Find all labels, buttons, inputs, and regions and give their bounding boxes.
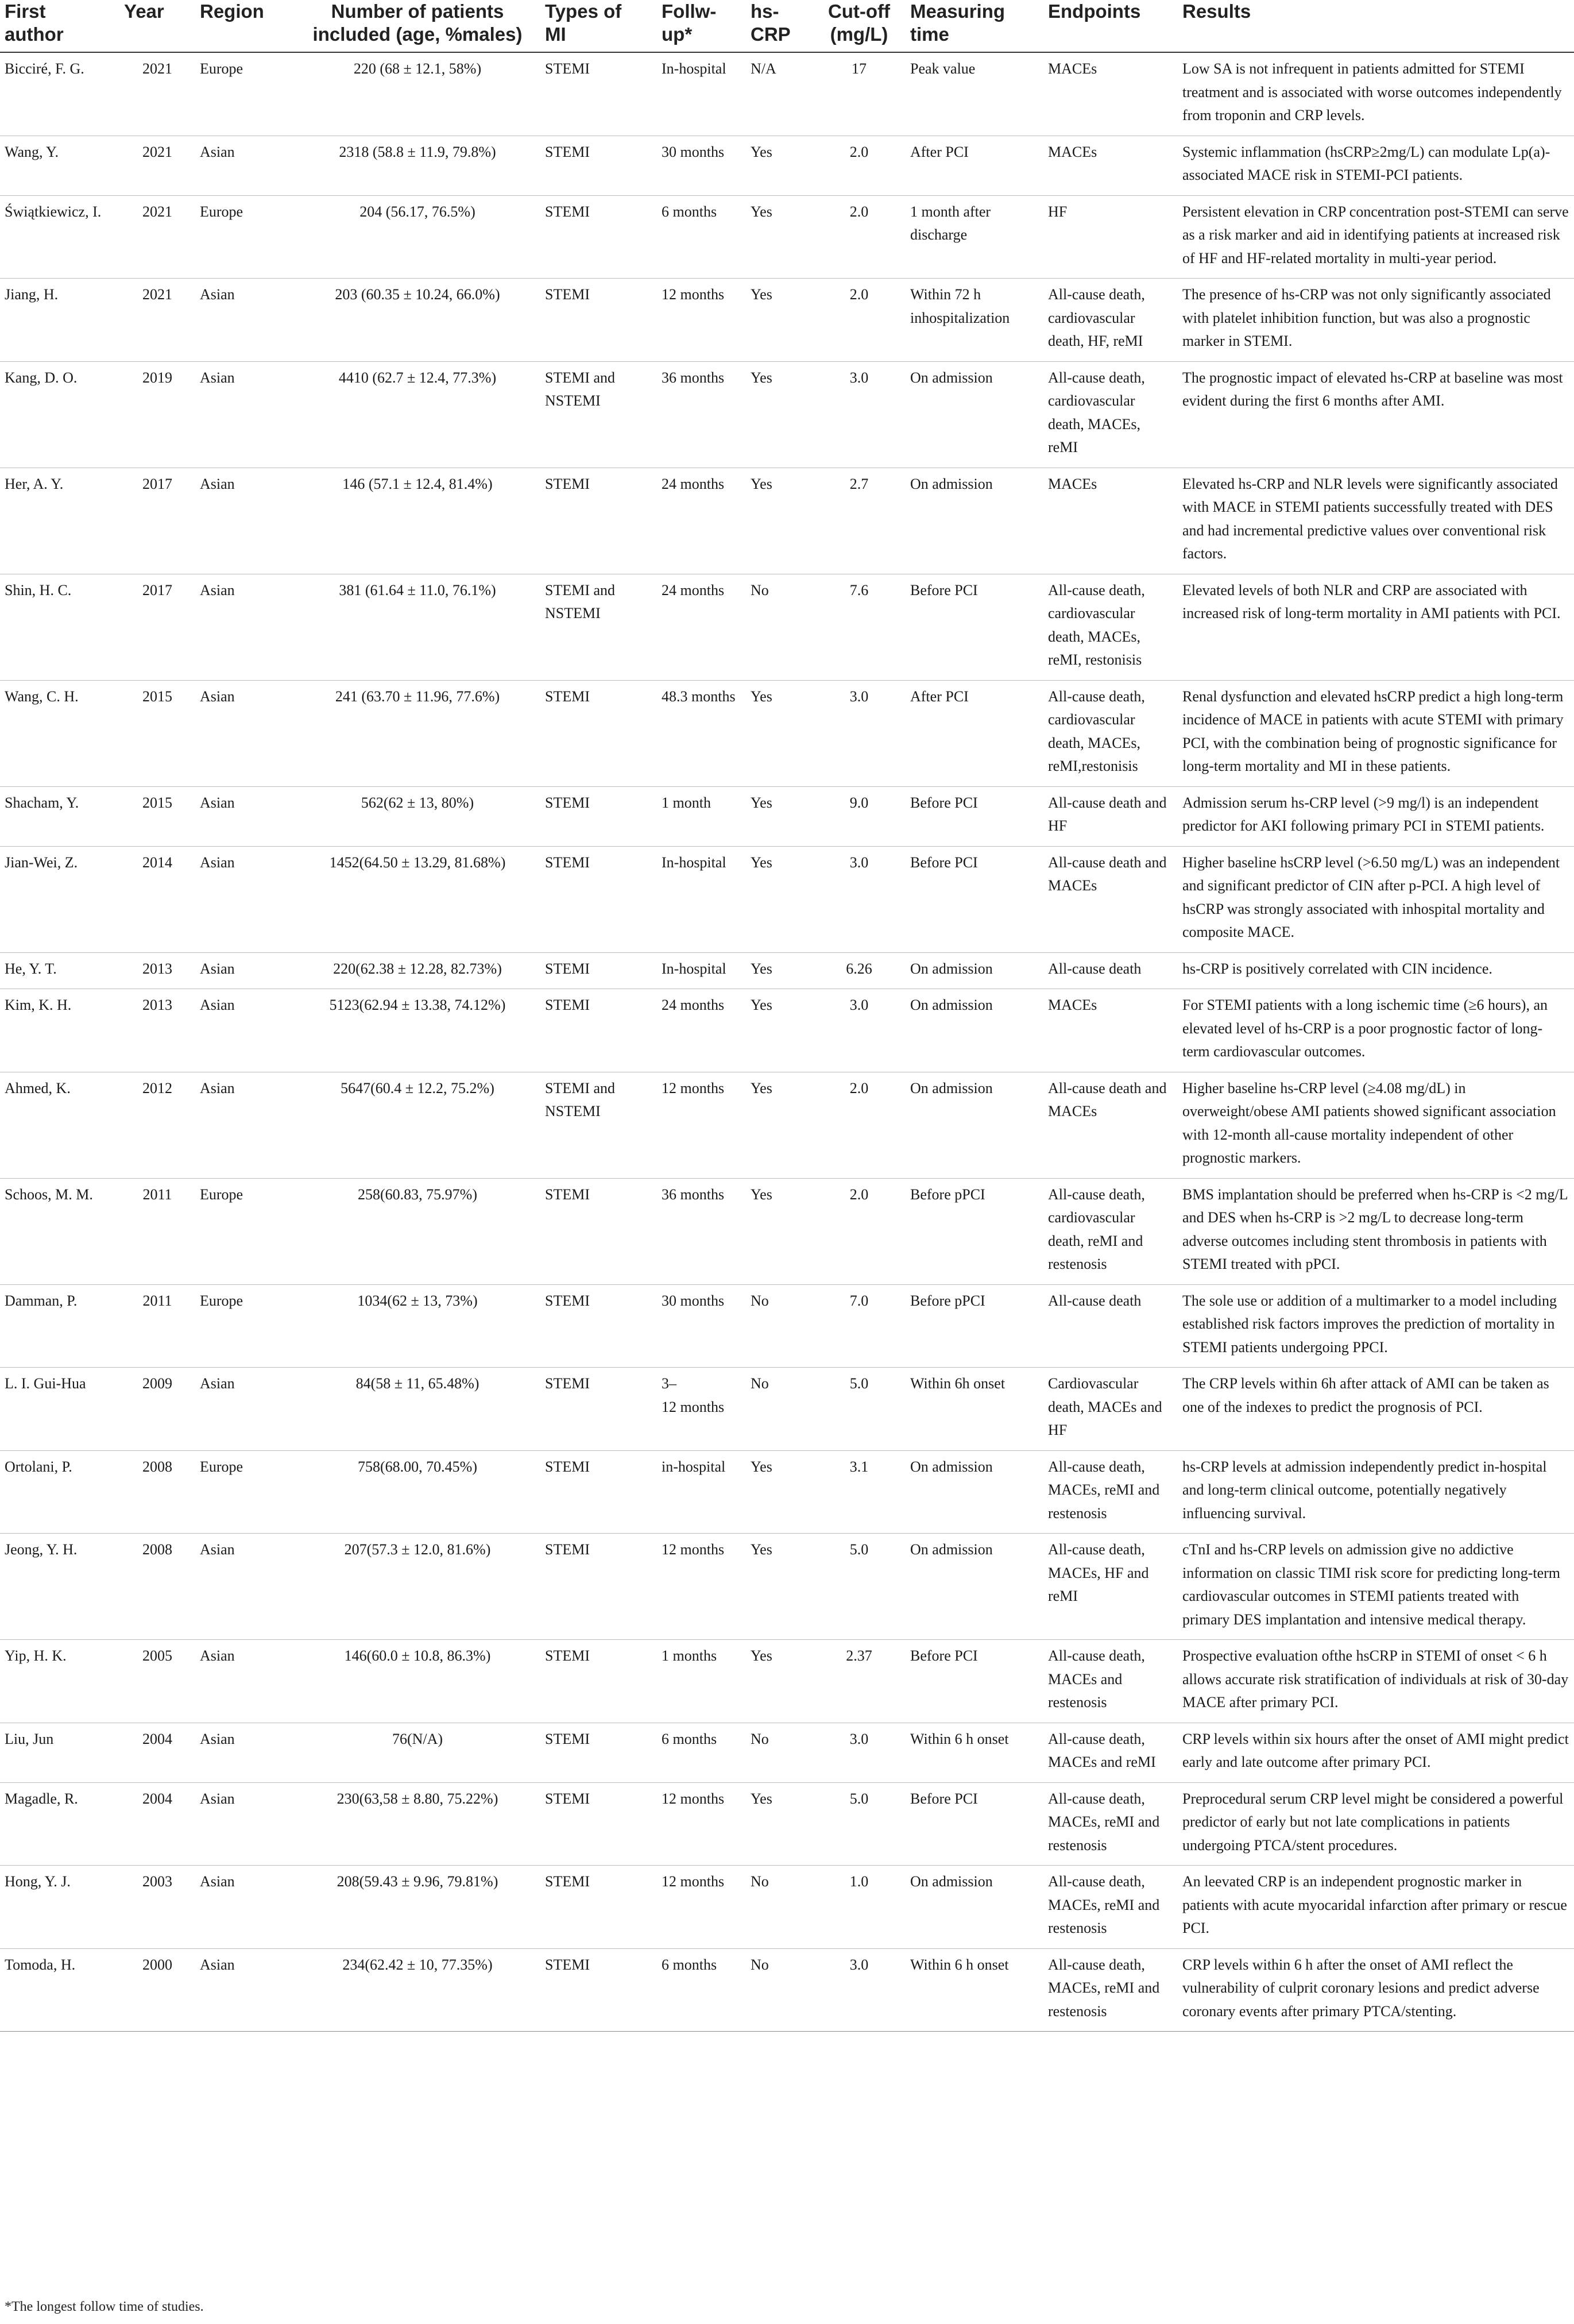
cell-cutoff: 3.0	[813, 1723, 906, 1782]
cell-first-author: Ortolani, P.	[0, 1450, 119, 1534]
cell-hs-crp: No	[746, 1723, 813, 1782]
cell-year: 2000	[119, 1948, 195, 2032]
cell-region: Asian	[195, 846, 295, 952]
cell-first-author: Schoos, M. M.	[0, 1178, 119, 1284]
cell-year: 2021	[119, 279, 195, 362]
cell-hs-crp: Yes	[746, 195, 813, 279]
cell-patients: 241 (63.70 ± 11.96, 77.6%)	[295, 680, 540, 786]
cell-year: 2019	[119, 361, 195, 468]
table-row	[0, 1948, 1574, 2032]
cell-measuring-time: On admission	[906, 1072, 1043, 1178]
cell-cutoff: 7.0	[813, 1284, 906, 1368]
cell-cutoff: 3.0	[813, 361, 906, 468]
cell-patients: 146 (57.1 ± 12.4, 81.4%)	[295, 468, 540, 574]
cell-cutoff: 5.0	[813, 1368, 906, 1451]
cell-endpoints: All-cause death, cardiovascular death, MACEs, reMI,restonisis	[1043, 680, 1178, 786]
cell-results: Elevated hs-CRP and NLR levels were significantly associated with MACE in STEMI patients successfully treated with DES and had incremental predictive values over conventional risk factors.	[1178, 468, 1574, 574]
cell-measuring-time: Before pPCI	[906, 1178, 1043, 1284]
cell-cutoff: 17	[813, 52, 906, 136]
cell-hs-crp: Yes	[746, 361, 813, 468]
cell-region: Asian	[195, 989, 295, 1072]
cell-results: The presence of hs-CRP was not only significantly associated with platelet inhibition function, but was also a prognostic marker in STEMI.	[1178, 279, 1574, 362]
cell-mi-type: STEMI	[540, 846, 657, 952]
cell-measuring-time: On admission	[906, 1450, 1043, 1534]
cell-region: Asian	[195, 1866, 295, 1949]
cell-mi-type: STEMI	[540, 1948, 657, 2032]
cell-mi-type: STEMI	[540, 1450, 657, 1534]
cell-patients: 204 (56.17, 76.5%)	[295, 195, 540, 279]
cell-results: Low SA is not infrequent in patients admitted for STEMI treatment and is associated with worse outcomes independently from troponin and CRP levels.	[1178, 52, 1574, 136]
cell-mi-type: STEMI	[540, 989, 657, 1072]
cell-results: Persistent elevation in CRP concentration post-STEMI can serve as a risk marker and aid in identifying patients at increased risk of HF and HF-related mortality in multi-year period.	[1178, 195, 1574, 279]
cell-mi-type: STEMI and NSTEMI	[540, 1072, 657, 1178]
table-row	[0, 1178, 1574, 1284]
cell-results: CRP levels within six hours after the onset of AMI might predict early and late outcome after primary PCI.	[1178, 1723, 1574, 1782]
cell-measuring-time: Before PCI	[906, 1782, 1043, 1866]
cell-measuring-time: Within 72 h inhospitalization	[906, 279, 1043, 362]
cell-patients: 203 (60.35 ± 10.24, 66.0%)	[295, 279, 540, 362]
cell-first-author: Damman, P.	[0, 1284, 119, 1368]
cell-first-author: Liu, Jun	[0, 1723, 119, 1782]
cell-hs-crp: Yes	[746, 1178, 813, 1284]
cell-first-author: L. I. Gui-Hua	[0, 1368, 119, 1451]
cell-mi-type: STEMI	[540, 195, 657, 279]
cell-first-author: Tomoda, H.	[0, 1948, 119, 2032]
cell-follow-up: 24 months	[657, 468, 746, 574]
cell-endpoints: MACEs	[1043, 136, 1178, 195]
cell-results: Higher baseline hsCRP level (>6.50 mg/L) was an independent and significant predictor of CIN after p-PCI. A high level of hsCRP was strongly associated with inhospital mortality and composite MACE.	[1178, 846, 1574, 952]
cell-year: 2012	[119, 1072, 195, 1178]
cell-mi-type: STEMI	[540, 1723, 657, 1782]
cell-region: Asian	[195, 952, 295, 989]
cell-first-author: Her, A. Y.	[0, 468, 119, 574]
cell-hs-crp: Yes	[746, 846, 813, 952]
cell-results: BMS implantation should be preferred when hs-CRP is <2 mg/L and DES when hs-CRP is >2 mg/L to decrease long-term adverse outcomes including stent thrombosis in patients with STEMI treated with pPCI.	[1178, 1178, 1574, 1284]
header-results: Results	[1178, 0, 1574, 52]
cell-first-author: Świątkiewicz, I.	[0, 195, 119, 279]
table-row	[0, 1450, 1574, 1534]
cell-endpoints: All-cause death, MACEs and reMI	[1043, 1723, 1178, 1782]
header-measuring-time: Measuring time	[906, 0, 1043, 52]
cell-follow-up: 30 months	[657, 1284, 746, 1368]
cell-follow-up: 48.3 months	[657, 680, 746, 786]
cell-cutoff: 7.6	[813, 574, 906, 680]
cell-follow-up: In-hospital	[657, 846, 746, 952]
table-row	[0, 279, 1574, 362]
cell-mi-type: STEMI	[540, 680, 657, 786]
cell-endpoints: All-cause death and MACEs	[1043, 1072, 1178, 1178]
cell-first-author: Jiang, H.	[0, 279, 119, 362]
cell-mi-type: STEMI	[540, 1640, 657, 1723]
cell-region: Asian	[195, 680, 295, 786]
cell-cutoff: 2.0	[813, 136, 906, 195]
cell-region: Asian	[195, 1072, 295, 1178]
cell-patients: 2318 (58.8 ± 11.9, 79.8%)	[295, 136, 540, 195]
cell-measuring-time: 1 month after discharge	[906, 195, 1043, 279]
header-first-author: First author	[0, 0, 119, 52]
cell-mi-type: STEMI	[540, 1782, 657, 1866]
cell-region: Asian	[195, 279, 295, 362]
table-row	[0, 1723, 1574, 1782]
cell-first-author: Ahmed, K.	[0, 1072, 119, 1178]
cell-results: Systemic inflammation (hsCRP≥2mg/L) can modulate Lp(a)-associated MACE risk in STEMI-PCI patients.	[1178, 136, 1574, 195]
cell-cutoff: 2.0	[813, 1178, 906, 1284]
table-row	[0, 989, 1574, 1072]
cell-region: Europe	[195, 52, 295, 136]
cell-first-author: Magadle, R.	[0, 1782, 119, 1866]
cell-results: hs-CRP is positively correlated with CIN incidence.	[1178, 952, 1574, 989]
cell-cutoff: 3.0	[813, 680, 906, 786]
cell-endpoints: All-cause death, cardiovascular death, reMI and restenosis	[1043, 1178, 1178, 1284]
cell-year: 2013	[119, 952, 195, 989]
table-row	[0, 1640, 1574, 1723]
cell-follow-up: in-hospital	[657, 1450, 746, 1534]
cell-results: hs-CRP levels at admission independently predict in-hospital and long-term clinical outcome, potentially negatively influencing survival.	[1178, 1450, 1574, 1534]
cell-measuring-time: Within 6 h onset	[906, 1948, 1043, 2032]
cell-measuring-time: On admission	[906, 468, 1043, 574]
table-row	[0, 1782, 1574, 1866]
cell-cutoff: 2.0	[813, 279, 906, 362]
cell-hs-crp: No	[746, 574, 813, 680]
table-row	[0, 1284, 1574, 1368]
table-row	[0, 52, 1574, 136]
cell-mi-type: STEMI and NSTEMI	[540, 361, 657, 468]
cell-follow-up: 12 months	[657, 279, 746, 362]
header-year: Year	[119, 0, 195, 52]
cell-year: 2021	[119, 136, 195, 195]
table-row	[0, 1534, 1574, 1640]
table-row	[0, 1072, 1574, 1178]
cell-measuring-time: On admission	[906, 989, 1043, 1072]
cell-results: An leevated CRP is an independent prognostic marker in patients with acute myocaridal infarction after primary or rescue PCI.	[1178, 1866, 1574, 1949]
cell-hs-crp: Yes	[746, 136, 813, 195]
table-row	[0, 846, 1574, 952]
cell-first-author: He, Y. T.	[0, 952, 119, 989]
cell-hs-crp: N/A	[746, 52, 813, 136]
cell-mi-type: STEMI	[540, 52, 657, 136]
cell-first-author: Hong, Y. J.	[0, 1866, 119, 1949]
cell-cutoff: 3.0	[813, 989, 906, 1072]
cell-measuring-time: Before PCI	[906, 786, 1043, 846]
cell-results: CRP levels within 6 h after the onset of AMI reflect the vulnerability of culprit coronary lesions and predict adverse coronary events after primary PTCA/stenting.	[1178, 1948, 1574, 2032]
cell-endpoints: All-cause death, MACEs, HF and reMI	[1043, 1534, 1178, 1640]
cell-follow-up: 6 months	[657, 195, 746, 279]
cell-hs-crp: Yes	[746, 279, 813, 362]
table-body	[0, 52, 1574, 2032]
cell-first-author: Bicciré, F. G.	[0, 52, 119, 136]
table-header	[0, 0, 1574, 52]
header-hs-crp: hs- CRP	[746, 0, 813, 52]
cell-patients: 4410 (62.7 ± 12.4, 77.3%)	[295, 361, 540, 468]
cell-region: Europe	[195, 1284, 295, 1368]
cell-cutoff: 5.0	[813, 1534, 906, 1640]
cell-patients: 1034(62 ± 13, 73%)	[295, 1284, 540, 1368]
cell-endpoints: All-cause death, MACEs, reMI and restenosis	[1043, 1948, 1178, 2032]
cell-hs-crp: Yes	[746, 1640, 813, 1723]
cell-hs-crp: Yes	[746, 680, 813, 786]
cell-year: 2015	[119, 680, 195, 786]
cell-follow-up: 1 month	[657, 786, 746, 846]
cell-results: For STEMI patients with a long ischemic time (≥6 hours), an elevated level of hs-CRP is a poor prognostic factor of long-term cardiovascular outcomes.	[1178, 989, 1574, 1072]
header-endpoints: Endpoints	[1043, 0, 1178, 52]
cell-year: 2013	[119, 989, 195, 1072]
cell-mi-type: STEMI	[540, 1534, 657, 1640]
cell-year: 2008	[119, 1450, 195, 1534]
cell-follow-up: In-hospital	[657, 52, 746, 136]
table-row	[0, 786, 1574, 846]
cell-mi-type: STEMI and NSTEMI	[540, 574, 657, 680]
cell-measuring-time: After PCI	[906, 136, 1043, 195]
cell-year: 2004	[119, 1782, 195, 1866]
cell-year: 2015	[119, 786, 195, 846]
cell-patients: 84(58 ± 11, 65.48%)	[295, 1368, 540, 1451]
cell-hs-crp: Yes	[746, 1072, 813, 1178]
cell-results: Preprocedural serum CRP level might be considered a powerful predictor of early but not late complications in patients undergoing PTCA/stent procedures.	[1178, 1782, 1574, 1866]
cell-cutoff: 9.0	[813, 786, 906, 846]
cell-hs-crp: Yes	[746, 786, 813, 846]
cell-results: The CRP levels within 6h after attack of AMI can be taken as one of the indexes to predict the prognosis of PCI.	[1178, 1368, 1574, 1451]
cell-follow-up: 3– 12 months	[657, 1368, 746, 1451]
header-region: Region	[195, 0, 295, 52]
cell-measuring-time: On admission	[906, 361, 1043, 468]
cell-region: Asian	[195, 361, 295, 468]
cell-first-author: Shin, H. C.	[0, 574, 119, 680]
cell-follow-up: 30 months	[657, 136, 746, 195]
cell-cutoff: 5.0	[813, 1782, 906, 1866]
cell-mi-type: STEMI	[540, 786, 657, 846]
cell-patients: 208(59.43 ± 9.96, 79.81%)	[295, 1866, 540, 1949]
table-row	[0, 361, 1574, 468]
cell-results: Prospective evaluation ofthe hsCRP in STEMI of onset < 6 h allows accurate risk stratification of individuals at risk of 30-day MACE after primary PCI.	[1178, 1640, 1574, 1723]
cell-cutoff: 3.1	[813, 1450, 906, 1534]
cell-hs-crp: Yes	[746, 989, 813, 1072]
cell-hs-crp: No	[746, 1284, 813, 1368]
cell-year: 2021	[119, 195, 195, 279]
cell-follow-up: In-hospital	[657, 952, 746, 989]
cell-patients: 207(57.3 ± 12.0, 81.6%)	[295, 1534, 540, 1640]
cell-year: 2011	[119, 1284, 195, 1368]
cell-measuring-time: Within 6 h onset	[906, 1723, 1043, 1782]
cell-first-author: Kang, D. O.	[0, 361, 119, 468]
cell-follow-up: 12 months	[657, 1072, 746, 1178]
cell-measuring-time: On admission	[906, 1534, 1043, 1640]
cell-patients: 220(62.38 ± 12.28, 82.73%)	[295, 952, 540, 989]
cell-first-author: Yip, H. K.	[0, 1640, 119, 1723]
cell-patients: 758(68.00, 70.45%)	[295, 1450, 540, 1534]
cell-follow-up: 12 months	[657, 1866, 746, 1949]
cell-results: Renal dysfunction and elevated hsCRP predict a high long-term incidence of MACE in patients with acute STEMI with primary PCI, with the combination being of prognostic significance for long-term mortality and MI in these patients.	[1178, 680, 1574, 786]
cell-first-author: Jian-Wei, Z.	[0, 846, 119, 952]
cell-patients: 220 (68 ± 12.1, 58%)	[295, 52, 540, 136]
cell-first-author: Shacham, Y.	[0, 786, 119, 846]
cell-cutoff: 2.0	[813, 1072, 906, 1178]
cell-patients: 258(60.83, 75.97%)	[295, 1178, 540, 1284]
cell-year: 2017	[119, 468, 195, 574]
cell-endpoints: All-cause death, cardiovascular death, MACEs, reMI, restonisis	[1043, 574, 1178, 680]
table-row	[0, 1368, 1574, 1451]
header-row	[0, 0, 1574, 52]
cell-mi-type: STEMI	[540, 136, 657, 195]
cell-hs-crp: No	[746, 1866, 813, 1949]
cell-endpoints: All-cause death, cardiovascular death, MACEs, reMI	[1043, 361, 1178, 468]
cell-endpoints: All-cause death, MACEs, reMI and restenosis	[1043, 1450, 1178, 1534]
header-cutoff: Cut-off (mg/L)	[813, 0, 906, 52]
cell-measuring-time: On admission	[906, 1866, 1043, 1949]
cell-mi-type: STEMI	[540, 279, 657, 362]
cell-mi-type: STEMI	[540, 468, 657, 574]
cell-cutoff: 3.0	[813, 846, 906, 952]
cell-endpoints: All-cause death and HF	[1043, 786, 1178, 846]
cell-patients: 146(60.0 ± 10.8, 86.3%)	[295, 1640, 540, 1723]
cell-follow-up: 12 months	[657, 1782, 746, 1866]
cell-endpoints: HF	[1043, 195, 1178, 279]
cell-endpoints: All-cause death and MACEs	[1043, 846, 1178, 952]
table-row	[0, 680, 1574, 786]
cell-hs-crp: No	[746, 1948, 813, 2032]
cell-follow-up: 1 months	[657, 1640, 746, 1723]
cell-year: 2004	[119, 1723, 195, 1782]
cell-measuring-time: Before PCI	[906, 574, 1043, 680]
cell-first-author: Wang, C. H.	[0, 680, 119, 786]
cell-hs-crp: Yes	[746, 952, 813, 989]
table-footnote: *The longest follow time of studies.	[5, 2299, 204, 2314]
cell-region: Asian	[195, 136, 295, 195]
cell-region: Asian	[195, 1948, 295, 2032]
cell-endpoints: All-cause death, MACEs and restenosis	[1043, 1640, 1178, 1723]
cell-region: Asian	[195, 1640, 295, 1723]
cell-results: Elevated levels of both NLR and CRP are associated with increased risk of long-term mortality in AMI patients with PCI.	[1178, 574, 1574, 680]
cell-results: Higher baseline hs-CRP level (≥4.08 mg/dL) in overweight/obese AMI patients showed significant association with 12-month all-cause mortality independent of other prognostic markers.	[1178, 1072, 1574, 1178]
cell-year: 2014	[119, 846, 195, 952]
cell-endpoints: All-cause death, MACEs, reMI and restenosis	[1043, 1782, 1178, 1866]
cell-hs-crp: Yes	[746, 1534, 813, 1640]
cell-cutoff: 2.7	[813, 468, 906, 574]
table-row	[0, 136, 1574, 195]
cell-endpoints: All-cause death	[1043, 952, 1178, 989]
cell-follow-up: 6 months	[657, 1948, 746, 2032]
cell-region: Asian	[195, 468, 295, 574]
cell-results: Admission serum hs-CRP level (>9 mg/l) is an independent predictor for AKI following primary PCI in STEMI patients.	[1178, 786, 1574, 846]
cell-endpoints: Cardiovascular death, MACEs and HF	[1043, 1368, 1178, 1451]
cell-follow-up: 24 months	[657, 989, 746, 1072]
cell-measuring-time: After PCI	[906, 680, 1043, 786]
cell-hs-crp: Yes	[746, 1782, 813, 1866]
cell-cutoff: 2.37	[813, 1640, 906, 1723]
cell-measuring-time: Peak value	[906, 52, 1043, 136]
cell-measuring-time: On admission	[906, 952, 1043, 989]
table-row	[0, 1866, 1574, 1949]
cell-measuring-time: Before PCI	[906, 1640, 1043, 1723]
cell-endpoints: All-cause death, MACEs, reMI and restenosis	[1043, 1866, 1178, 1949]
cell-follow-up: 36 months	[657, 1178, 746, 1284]
cell-region: Asian	[195, 1534, 295, 1640]
cell-endpoints: All-cause death	[1043, 1284, 1178, 1368]
cell-cutoff: 6.26	[813, 952, 906, 989]
cell-hs-crp: No	[746, 1368, 813, 1451]
header-patients: Number of patients included (age, %males)	[295, 0, 540, 52]
cell-year: 2008	[119, 1534, 195, 1640]
cell-year: 2005	[119, 1640, 195, 1723]
cell-patients: 76(N/A)	[295, 1723, 540, 1782]
cell-hs-crp: Yes	[746, 1450, 813, 1534]
cell-mi-type: STEMI	[540, 952, 657, 989]
cell-year: 2003	[119, 1866, 195, 1949]
cell-patients: 230(63,58 ± 8.80, 75.22%)	[295, 1782, 540, 1866]
cell-patients: 562(62 ± 13, 80%)	[295, 786, 540, 846]
cell-cutoff: 1.0	[813, 1866, 906, 1949]
cell-mi-type: STEMI	[540, 1368, 657, 1451]
cell-follow-up: 24 months	[657, 574, 746, 680]
cell-patients: 1452(64.50 ± 13.29, 81.68%)	[295, 846, 540, 952]
cell-year: 2011	[119, 1178, 195, 1284]
cell-hs-crp: Yes	[746, 468, 813, 574]
cell-region: Asian	[195, 574, 295, 680]
cell-mi-type: STEMI	[540, 1284, 657, 1368]
cell-follow-up: 12 months	[657, 1534, 746, 1640]
cell-measuring-time: Before PCI	[906, 846, 1043, 952]
cell-first-author: Wang, Y.	[0, 136, 119, 195]
cell-patients: 5123(62.94 ± 13.38, 74.12%)	[295, 989, 540, 1072]
cell-cutoff: 2.0	[813, 195, 906, 279]
cell-region: Asian	[195, 1782, 295, 1866]
cell-region: Asian	[195, 1368, 295, 1451]
cell-follow-up: 36 months	[657, 361, 746, 468]
cell-endpoints: MACEs	[1043, 989, 1178, 1072]
cell-patients: 381 (61.64 ± 11.0, 76.1%)	[295, 574, 540, 680]
cell-patients: 5647(60.4 ± 12.2, 75.2%)	[295, 1072, 540, 1178]
cell-first-author: Kim, K. H.	[0, 989, 119, 1072]
cell-endpoints: All-cause death, cardiovascular death, HF, reMI	[1043, 279, 1178, 362]
cell-results: cTnI and hs-CRP levels on admission give no addictive information on classic TIMI risk score for predicting long-term cardiovascular outcomes in STEMI patients treated with primary DES implantation and intensive medical therapy.	[1178, 1534, 1574, 1640]
cell-measuring-time: Before pPCI	[906, 1284, 1043, 1368]
cell-region: Europe	[195, 195, 295, 279]
table-row	[0, 574, 1574, 680]
cell-year: 2017	[119, 574, 195, 680]
header-follow-up: Follw- up*	[657, 0, 746, 52]
table-row	[0, 952, 1574, 989]
cell-follow-up: 6 months	[657, 1723, 746, 1782]
cell-endpoints: MACEs	[1043, 52, 1178, 136]
header-mi-type: Types of MI	[540, 0, 657, 52]
cell-region: Asian	[195, 1723, 295, 1782]
cell-year: 2021	[119, 52, 195, 136]
cell-patients: 234(62.42 ± 10, 77.35%)	[295, 1948, 540, 2032]
cell-results: The sole use or addition of a multimarker to a model including established risk factors improves the prediction of mortality in STEMI patients undergoing PPCI.	[1178, 1284, 1574, 1368]
cell-year: 2009	[119, 1368, 195, 1451]
cell-endpoints: MACEs	[1043, 468, 1178, 574]
cell-region: Europe	[195, 1450, 295, 1534]
table-row	[0, 195, 1574, 279]
cell-cutoff: 3.0	[813, 1948, 906, 2032]
cell-region: Europe	[195, 1178, 295, 1284]
cell-measuring-time: Within 6h onset	[906, 1368, 1043, 1451]
cell-mi-type: STEMI	[540, 1866, 657, 1949]
table-row	[0, 468, 1574, 574]
cell-results: The prognostic impact of elevated hs-CRP at baseline was most evident during the first 6 months after AMI.	[1178, 361, 1574, 468]
cell-mi-type: STEMI	[540, 1178, 657, 1284]
cell-region: Asian	[195, 786, 295, 846]
cell-first-author: Jeong, Y. H.	[0, 1534, 119, 1640]
